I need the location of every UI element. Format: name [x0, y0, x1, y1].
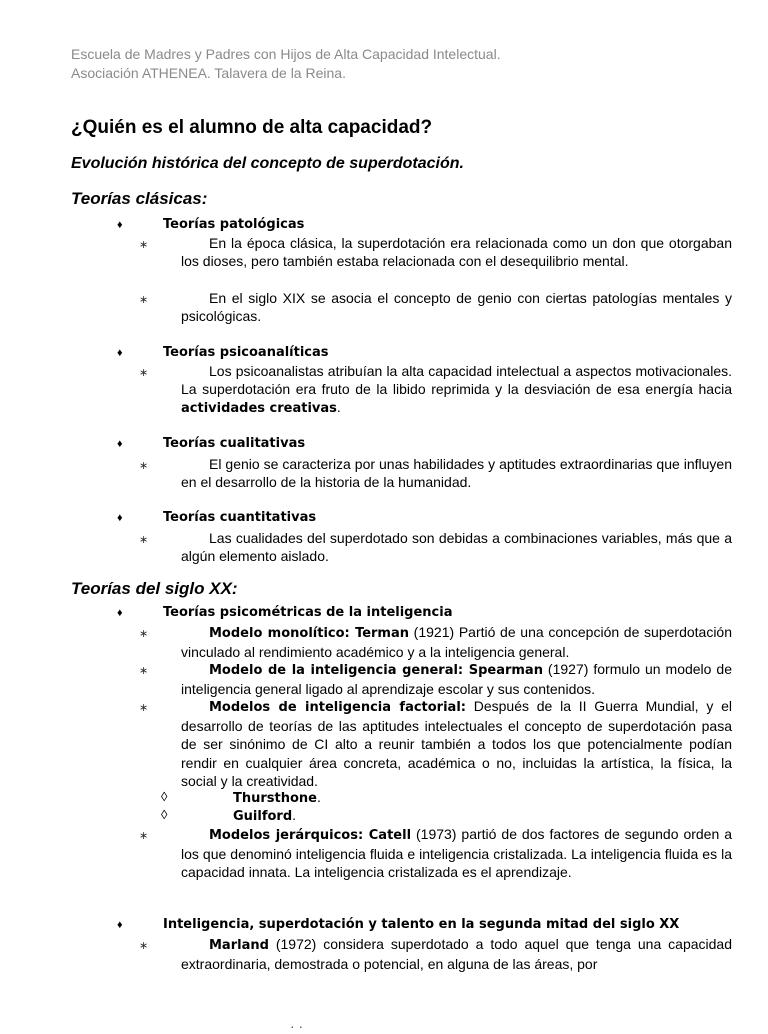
- asterisk-bullet-icon: ∗: [139, 702, 149, 714]
- diamond-bullet-icon: ♦: [117, 438, 123, 450]
- asterisk-bullet-icon: ∗: [139, 367, 149, 379]
- paragraph-bold: Modelo de la inteligencia general: Spearman: [209, 663, 543, 678]
- paragraph: [181, 455, 732, 491]
- sub-item-thursthone: Thursthone.: [233, 789, 321, 806]
- paragraph-text: (1973) partió de dos factores de segundo orden a los que denominó inteligencia fluida e inteligencia cristalizada. La inteligencia fluida es la capacidad innata. La inteligencia cristalizada es el aprendizaje.: [181, 826, 732, 881]
- paragraph: [181, 362, 732, 419]
- asterisk-bullet-icon: ∗: [139, 239, 149, 251]
- group-heading-qualitative: Teorías cualitativas: [163, 436, 306, 451]
- asterisk-bullet-icon: ∗: [139, 665, 149, 677]
- paragraph-text: En el siglo XIX se asocia el concepto de genio con ciertas patologías mentales y psicológicas.: [181, 290, 732, 325]
- header-line-school: Escuela de Madres y Padres con Hijos de Alta Capacidad Intelectual.: [71, 46, 501, 62]
- section-heading-20th-century: Teorías del siglo XX:: [71, 579, 238, 598]
- paragraph-text: Las cualidades del superdotado son debidas a combinaciones variables, más que a algún elemento aislado.: [181, 530, 732, 565]
- paragraph-text: Después de la II Guerra Mundial, y el desarrollo de teorías de las aptitudes intelectuales el concepto de superdotación pasa de ser sinónimo de CI alto a reunir también a todos los que potencialmente podían rendir en cualquier área concreta, académica o no, incluidas la artística, la física, la social y la creatividad.: [181, 698, 732, 789]
- paragraph-bold: Modelos de inteligencia factorial:: [209, 700, 466, 715]
- group-heading-second-half: Inteligencia, superdotación y talento en la segunda mitad del siglo XX: [163, 917, 680, 932]
- paragraph-text: (1921) Partió de una concepción de superdotación vinculado al rendimiento académico y a la inteligencia general.: [181, 624, 732, 661]
- asterisk-bullet-icon: ∗: [139, 294, 149, 306]
- diamond-bullet-icon: ♦: [117, 512, 123, 524]
- sub-item-name: Thursthone: [233, 791, 317, 806]
- paragraph: [181, 935, 732, 973]
- asterisk-bullet-icon: ∗: [139, 830, 149, 842]
- paragraph: [181, 623, 732, 661]
- paragraph-text: (1972) considera superdotado a todo aquel que tenga una capacidad extraordinaria, demostrada o potencial, en alguna de las áreas, por: [181, 936, 732, 973]
- group-heading-psychometric: Teorías psicométricas de la inteligencia: [163, 605, 453, 620]
- diamond-bullet-icon: ♦: [117, 347, 123, 359]
- lozenge-bullet-icon: ◊: [161, 807, 168, 822]
- lozenge-bullet-icon: ◊: [161, 789, 168, 804]
- paragraph: [181, 660, 732, 698]
- paragraph: [181, 825, 732, 882]
- paragraph: [181, 289, 732, 325]
- asterisk-bullet-icon: ∗: [139, 940, 149, 952]
- paragraph-text: Los psicoanalistas atribuían la alta capacidad intelectual a aspectos motivacionales. La superdotación era fruto de la libido reprimida y la desviación de esa energía hacia: [181, 363, 732, 398]
- paragraph-bold: actividades creativas: [181, 401, 337, 417]
- diamond-bullet-icon: ♦: [117, 607, 123, 619]
- cut-off-next-line: · ·: [290, 1018, 304, 1034]
- asterisk-bullet-icon: ∗: [139, 460, 149, 472]
- header-line-association: Asociación ATHENEA. Talavera de la Reina.: [71, 65, 346, 81]
- paragraph: [181, 529, 732, 565]
- paragraph: [181, 697, 732, 790]
- group-heading-quantitative: Teorías cuantitativas: [163, 510, 317, 525]
- asterisk-bullet-icon: ∗: [139, 534, 149, 546]
- asterisk-bullet-icon: ∗: [139, 628, 149, 640]
- group-heading-psychoanalytic: Teorías psicoanalíticas: [163, 345, 329, 360]
- page-title: ¿Quién es el alumno de alta capacidad?: [71, 117, 433, 138]
- paragraph: [181, 234, 732, 270]
- diamond-bullet-icon: ♦: [117, 219, 123, 231]
- section-heading-classic: Teorías clásicas:: [71, 189, 208, 208]
- sub-item-guilford: Guilford.: [233, 807, 297, 824]
- paragraph-text: En la época clásica, la superdotación era relacionada como un don que otorgaban los dioses, pero también estaba relacionada con el desequilibrio mental.: [181, 235, 732, 270]
- sub-item-name: Guilford: [233, 809, 293, 824]
- page-subtitle: Evolución histórica del concepto de superdotación.: [71, 155, 464, 172]
- document-header: [71, 45, 501, 83]
- paragraph-text: .: [336, 399, 341, 416]
- paragraph-bold: Modelos jerárquicos: Catell: [209, 828, 412, 843]
- paragraph-bold: Modelo monolítico: Terman: [209, 626, 410, 641]
- group-heading-pathological: Teorías patológicas: [163, 217, 305, 232]
- paragraph-text: (1927) formulo un modelo de inteligencia general ligado al aprendizaje escolar y sus contenidos.: [181, 661, 732, 698]
- diamond-bullet-icon: ♦: [117, 919, 123, 931]
- paragraph-bold: Marland: [209, 938, 269, 953]
- paragraph-text: El genio se caracteriza por unas habilidades y aptitudes extraordinarias que influyen en el desarrollo de la historia de la humanidad.: [181, 456, 732, 491]
